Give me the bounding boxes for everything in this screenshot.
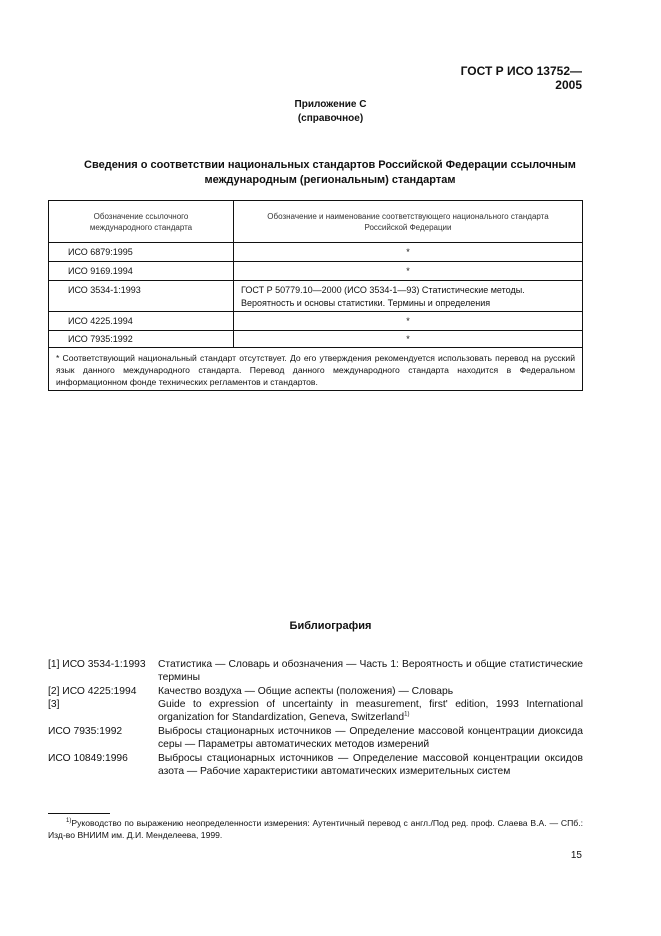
footnote-marker: 1) — [404, 711, 410, 718]
col1-header: Обозначение ссылочного международного стандарта — [89, 212, 193, 232]
national-cell — [234, 331, 582, 347]
ref-cell — [49, 262, 234, 280]
bibliography-title: Библиография — [289, 620, 372, 632]
national-cell — [234, 262, 582, 280]
table-row — [49, 281, 582, 312]
bibliography-text-content: Guide to expression of uncertainty in measurement, first' edition, 1993 International organization for Standardization, Geneva, Switzerland — [158, 699, 583, 723]
footnote-marker: 1) — [66, 818, 72, 825]
bibliography-text: Качество воздуха — Общие аспекты (положения) — Словарь — [158, 686, 454, 697]
ref-text: ИСО 6879:1995 — [68, 247, 133, 257]
bibliography-ref: [3] — [48, 699, 60, 710]
table-header-row — [49, 201, 582, 243]
footnote-separator — [48, 813, 110, 814]
ref-cell — [49, 312, 234, 330]
ref-text: ИСО 7935:1992 — [68, 334, 133, 344]
appendix-title: Приложение С — [294, 99, 367, 110]
ref-cell — [49, 281, 234, 311]
bibliography-text: Выбросы стационарных источников — Определение массовой концентрации оксидов азота — Рабочие характеристики автоматических измерительных систем — [158, 753, 583, 777]
appendix-note: (справочное) — [297, 113, 364, 124]
bibliography-ref: [1] ИСО 3534-1:1993 — [48, 659, 146, 670]
national-cell — [234, 312, 582, 330]
col2-header: Обозначение и наименование соответствующего национального стандарта Российской Федерации — [267, 212, 549, 232]
correspondence-table — [48, 200, 583, 391]
ref-text: ИСО 4225.1994 — [68, 316, 133, 326]
document-code: ГОСТ Р ИСО 13752—2005 — [460, 64, 582, 92]
footnote-text: Руководство по выражению неопределенности измерения: Аутентичный перевод с англ./Под ред. проф. Слаева В.А. — СПб.: Изд-во ВНИИМ им. Д.И. Менделеева, 1999. — [48, 818, 583, 840]
national-text: * — [406, 316, 410, 326]
ref-cell — [49, 331, 234, 347]
table-row — [49, 312, 582, 331]
national-text: * — [406, 334, 410, 344]
national-cell — [234, 281, 582, 311]
table-row — [49, 243, 582, 262]
national-cell — [234, 243, 582, 261]
national-text: * — [406, 266, 410, 276]
national-text: * — [406, 247, 410, 257]
page-number: 15 — [570, 850, 582, 861]
ref-cell — [49, 243, 234, 261]
bibliography-text — [158, 698, 583, 724]
bibliography-text: Статистика — Словарь и обозначения — Часть 1: Вероятность и общие статистические термины — [158, 659, 583, 683]
col2-header-cell — [234, 201, 582, 242]
ref-text: ИСО 3534-1:1993 — [68, 285, 141, 295]
ref-text: ИСО 9169.1994 — [68, 266, 133, 276]
table-row — [49, 262, 582, 281]
bibliography-ref: [2] ИСО 4225:1994 — [48, 686, 137, 697]
bibliography-ref: ИСО 10849:1996 — [48, 753, 128, 764]
col1-header-cell — [49, 201, 234, 242]
bibliography-text: Выбросы стационарных источников — Определение массовой концентрации диоксида серы — Параметры автоматических методов измерений — [158, 726, 583, 750]
table-footnote-row — [49, 348, 582, 390]
bibliography-ref: ИСО 7935:1992 — [48, 726, 123, 737]
national-text: ГОСТ Р 50779.10—2000 (ИСО 3534-1—93) Статистические методы. Вероятность и основы статистики. Термины и определения — [241, 285, 525, 308]
table-row — [49, 331, 582, 348]
table-footnote: * Соответствующий национальный стандарт отсутствует. До его утверждения рекомендуется использовать перевод на русский язык данного международного стандарта. Перевод данного международного стандарта находится в Федеральном информационном фонде технических регламентов и стандартов. — [56, 353, 575, 387]
page-footnote — [48, 817, 583, 841]
section-title: Сведения о соответствии национальных стандартов Российской Федерации ссылочным международным (региональным) стандартам — [84, 159, 576, 186]
